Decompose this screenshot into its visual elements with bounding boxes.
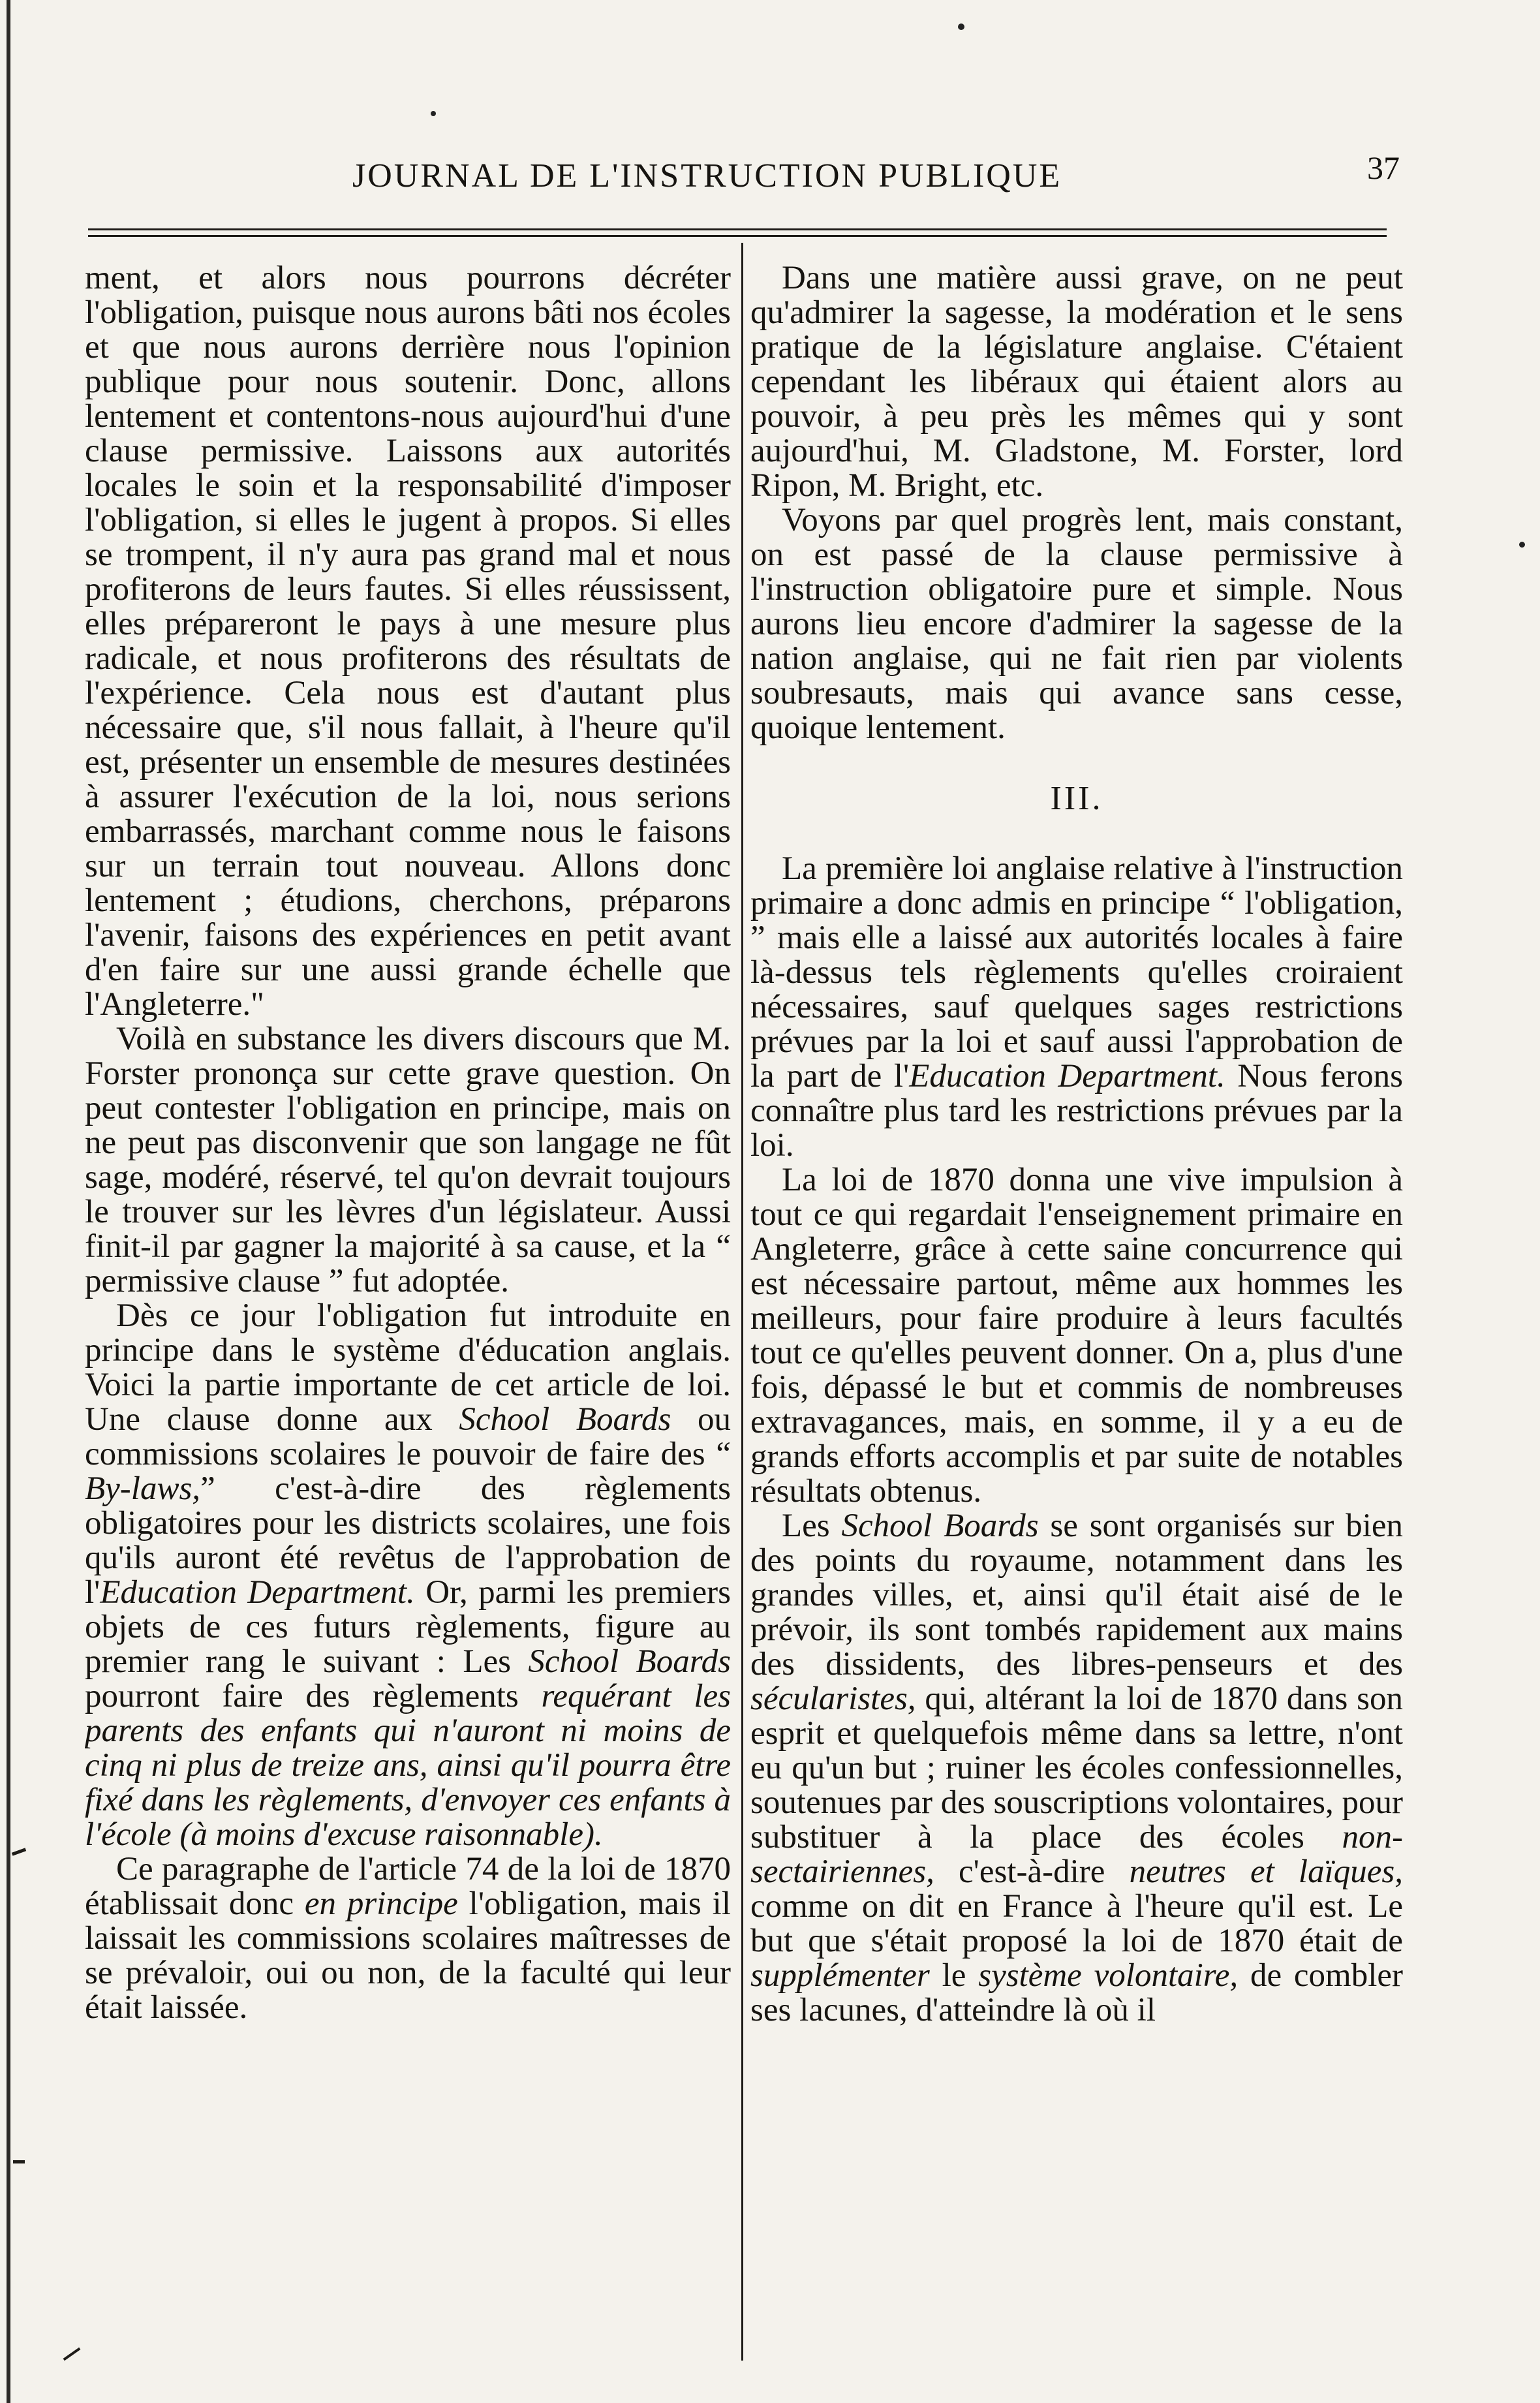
paragraph: La loi de 1870 donna une vive impulsion à tout ce qui regardait l'enseignement primaire en Angleterre, grâce à cette saine concurrence qui est nécessaire partout, même aux hommes les meilleurs, pour faire produire à leurs facultés tout ce qu'elles peuvent donner. On a, plus d'une fois, dépassé le but et commis de nombreuses extravagances, mais, en somme, il y a eu de grands efforts accomplis et par suite de notables résultats obtenus. [750,1162,1403,1510]
italic-run: requérant les parents des enfants qui n'auront ni moins de cinq ni plus de treize ans, ainsi qu'il pourra être fixé dans les règlements, d'envoyer ces enfants à l'école (à moins d'excuse raisonnable). [85,1678,731,1853]
italic-run: School Boards [841,1508,1039,1544]
binding-edge [7,0,10,2403]
text-run: Ce paragraphe de l'article 74 de la loi de 1870 établissait donc [85,1851,731,1922]
ink-speck [958,23,964,30]
section-heading: III. [1050,780,1103,817]
paragraph: Dans une matière aussi grave, on ne peut qu'admirer la sagesse, la modération et le sens pratique de la législature anglaise. C'étaient cependant les libéraux qui étaient alors au pouvoir, à peu près les mêmes qui y sont aujourd'hui, M. Gladstone, M. Forster, lord Ripon, M. Bright, etc. [750,261,1403,504]
text-run: l'obligation, mais il laissait les commissions scolaires maîtresses de se prévaloir, oui ou non, de la faculté qui leur était laissée. [85,1885,731,2026]
italic-run: School Boards [528,1643,731,1680]
paragraph: Voilà en substance les divers discours que M. Forster prononça sur cette grave question. On peut contester l'obligation en principe, mais on ne peut pas disconvenir que son langage ne fût sage, modéré, réservé, tel qu'on devrait toujours le trouver sur les lèvres d'un législateur. Aussi finit-il par gagner la majorité à sa cause, et la “ permissive clause ” fut adoptée. [85,1021,731,1299]
text-run: se sont organisés sur bien des points du royaume, notamment dans les grandes villes, et, ainsi qu'il était aisé de le prévoir, ils sont tombés rapidement aux mains des dissidents, des libres-penseurs et des [750,1508,1403,1682]
italic-run: School Boards [459,1401,671,1438]
italic-run: système volontaire, [978,1957,1239,1994]
paragraph: Voyons par quel progrès lent, mais constant, on est passé de la clause permissive à l'instruction obligatoire pure et simple. Nous aurons lieu encore d'admirer la sagesse de la nation anglaise, qui ne fait rien par violents soubresauts, mais qui avance sans cesse, quoique lentement. [750,502,1403,746]
text-run: qui, altérant la loi de 1870 dans son esprit et quelquefois même dans sa lettre, n'ont eu qu'un but ; ruiner les écoles confessionnelles, soutenues par des souscriptions volontaires, pour substituer à la place des écoles [750,1681,1403,1855]
text-run: ou commissions scolaires le pouvoir de faire des “ [85,1401,731,1472]
left-column [85,261,731,2349]
text-run: c'est-à-dire [934,1853,1130,1890]
column-divider [741,243,743,2361]
text-run: Les [782,1508,842,1544]
ink-speck [431,111,436,116]
italic-run: supplémenter [750,1957,930,1994]
header-rule-bottom [88,235,1387,237]
paragraph: ment, et alors nous pourrons décréter l'obligation, puisque nous aurons bâti nos écoles et que nous aurons derrière nous l'opinion publique pour nous soutenir. Donc, allons lentement et contentons-nous aujourd'hui d'une clause permissive. Laissons aux autorités locales le soin et la responsabilité d'imposer l'obligation, si elles le jugent à propos. Si elles se trompent, il n'y aura pas grand mal et nous profiterons de leurs fautes. Si elles réussissent, elles prépareront le pays à une mesure plus radicale, et nous profiterons des résultats de l'expérience. Cela nous est d'autant plus nécessaire que, s'il nous fallait, à l'heure qu'il est, présenter un ensemble de mesures destinées à assurer l'exécution de la loi, nous serions embarrassés, marchant comme nous le faisons sur un terrain tout nouveau. Allons donc lentement ; étudions, cherchons, préparons l'avenir, faisons des expériences en petit avant d'en faire sur une aussi grande échelle que l'Angleterre." [85,261,731,1023]
paragraph [85,1852,731,2025]
italic-run: By-laws, [85,1470,201,1507]
paragraph [750,1509,1403,2028]
italic-run: sécularistes, [750,1681,916,1717]
page-number: 37 [1367,149,1400,186]
text-run: comme on dit en France à l'heure qu'il est. Le but que s'était proposé la loi de 1870 était de [750,1888,1403,1959]
right-column [750,261,1403,2349]
italic-run: Education Department. [100,1574,415,1611]
ink-mark [12,1848,26,1855]
ink-mark [13,2160,25,2163]
text-run: de combler ses lacunes, d'atteindre là où il [750,1957,1403,2028]
ink-speck [1519,542,1525,548]
italic-run: en principe [304,1885,458,1922]
header-rule-top [88,228,1387,230]
italic-run: Education Department. [909,1058,1225,1094]
italic-run: neutres et laïques, [1129,1853,1403,1890]
paragraph [750,852,1403,1163]
ink-mark [63,2348,81,2361]
text-run: pourront faire des règlements [85,1678,542,1714]
text-run: La première loi anglaise relative à l'instruction primaire a donc admis en principe “ l'obligation, ” mais elle a laissé aux autorités locales à faire là-dessus tels règlements qu'elles croiraient nécessaires, sauf quelques sages restrictions prévues par la loi et sauf aussi l'approbation de la part de l' [750,850,1403,1094]
italic-run: non-sectairiennes, [750,1819,1403,1890]
text-run: le [929,1957,979,1994]
paragraph [85,1299,731,1852]
text-run: Nous ferons connaître plus tard les restrictions prévues par la loi. [750,1058,1403,1164]
running-title: JOURNAL DE L'INSTRUCTION PUBLIQUE [352,157,1062,194]
page-header [85,144,1400,202]
text-run: ” c'est-à-dire des règlements obligatoires pour les districts scolaires, une fois qu'ils auront été revêtus de l'approbation de l' [85,1470,731,1611]
text-run: Dès ce jour l'obligation fut introduite en principe dans le système d'éducation anglais. Voici la partie importante de cet article de loi. Une clause donne aux [85,1297,731,1438]
text-run: Or, parmi les premiers objets de ces futurs règlements, figure au premier rang le suivant : Les [85,1574,731,1680]
